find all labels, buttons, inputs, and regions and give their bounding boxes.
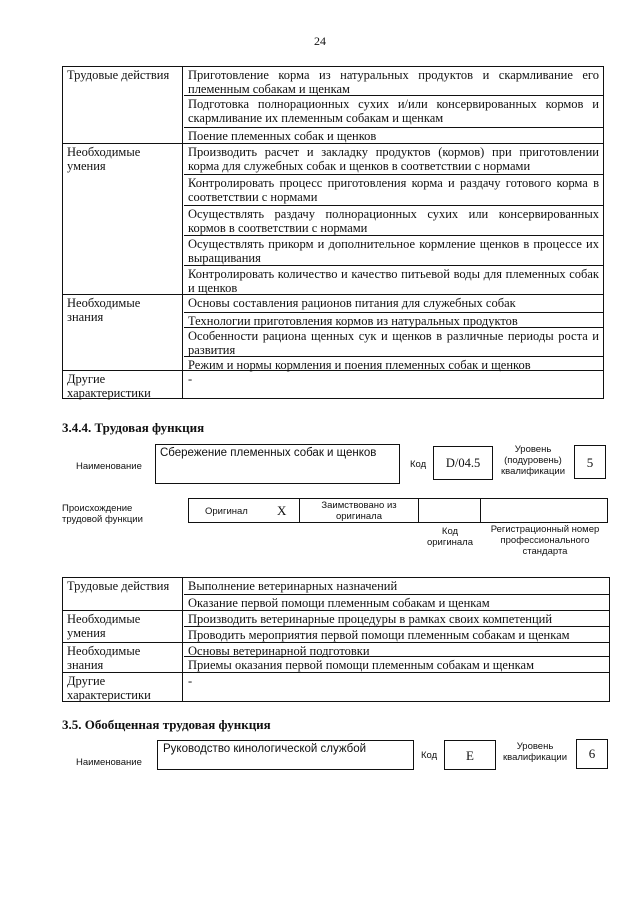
code-value-box bbox=[433, 446, 493, 480]
origin-label: Происхождение трудовой функции bbox=[62, 503, 143, 525]
level-value: 6 bbox=[588, 746, 596, 761]
function-name-field bbox=[155, 444, 400, 484]
level-label: Уровень квалификации bbox=[502, 741, 568, 763]
table-cell: Выполнение ветеринарных назначений bbox=[188, 579, 398, 593]
original-label: Оригинал bbox=[205, 506, 248, 517]
code-value: E bbox=[466, 748, 474, 763]
table-cell: Производить расчет и закладку продуктов (кормов) при приготовлении корма для служебных собак и щенков в соответствии с нормами bbox=[188, 145, 599, 173]
level-label: Уровень (подуровень) квалификации bbox=[500, 444, 566, 477]
table-cell: Основы составления рационов питания для служебных собак bbox=[188, 296, 516, 310]
table-cell: Проводить мероприятия первой помощи племенным собакам и щенкам bbox=[188, 628, 570, 642]
original-mark: X bbox=[277, 503, 287, 518]
code-label: Код bbox=[410, 459, 427, 470]
table-cell: Технологии приготовления кормов из натуральных продуктов bbox=[188, 314, 518, 328]
code-label: Код bbox=[421, 750, 438, 761]
section-title-35: 3.5. Обобщенная трудовая функция bbox=[62, 717, 271, 732]
origin-divider bbox=[299, 499, 300, 522]
table-cell: Осуществлять раздачу полнорационных сухих или консервированных кормов в соответствии с нормами bbox=[188, 207, 599, 235]
table-cell: Особенности рациона щенных сук и щенков в различные периоды роста и развития bbox=[188, 329, 599, 357]
row-label-required-skills: Необходимые умения bbox=[63, 611, 183, 642]
table-cell: Производить ветеринарные процедуры в рамках своих компетенций bbox=[188, 612, 553, 626]
table-cell: - bbox=[188, 674, 193, 688]
table-cell: Режим и нормы кормления и поения племенных собак и щенков bbox=[188, 358, 531, 372]
level-value: 5 bbox=[586, 455, 594, 470]
code-value-box bbox=[444, 740, 496, 770]
origin-row bbox=[188, 498, 608, 523]
table-cell: Основы ветеринарной подготовки bbox=[188, 644, 370, 658]
table-cell: Приготовление корма из натуральных продуктов и скармливание его племенным собакам и щенкам bbox=[188, 68, 599, 96]
table-cell: Осуществлять прикорм и дополнительное кормление щенков в процессе их выращивания bbox=[188, 237, 599, 265]
page-number: 24 bbox=[314, 34, 326, 48]
borrowed-label: Заимствовано из оригинала bbox=[321, 500, 397, 522]
labor-function-table-1 bbox=[62, 66, 604, 399]
table-cell: Оказание первой помощи племенным собакам и щенкам bbox=[188, 596, 490, 610]
section-title-344: 3.4.4. Трудовая функция bbox=[62, 420, 205, 435]
origin-divider bbox=[480, 499, 481, 522]
row-label-required-knowledge: Необходимые знания bbox=[63, 643, 183, 672]
table-cell: Подготовка полнорационных сухих и/или консервированных кормов и скармливание их племенным собакам и щенкам bbox=[188, 97, 599, 125]
function-name-value: Руководство кинологической службой bbox=[163, 743, 367, 755]
level-value-box bbox=[574, 445, 606, 479]
table-cell: Контролировать процесс приготовления корма и раздачу готового корма в соответствии с нормами bbox=[188, 176, 599, 204]
code-value: D/04.5 bbox=[445, 456, 481, 470]
table-cell: Поение племенных собак и щенков bbox=[188, 129, 377, 143]
function-name-field bbox=[157, 740, 414, 770]
table-cell: - bbox=[188, 372, 193, 386]
row-label-other-characteristics: Другие характеристики bbox=[63, 673, 183, 702]
table-cell: Контролировать количество и качество питьевой воды для племенных собак и щенков bbox=[188, 267, 599, 295]
function-name-value: Сбережение племенных собак и щенков bbox=[160, 447, 377, 459]
reg-number-label: Регистрационный номер профессионального стандарта bbox=[490, 524, 600, 557]
row-label-labor-actions: Трудовые действия bbox=[63, 578, 183, 610]
name-label: Наименование bbox=[76, 461, 142, 472]
origin-divider bbox=[418, 499, 419, 522]
table-cell: Приемы оказания первой помощи племенным собакам и щенкам bbox=[188, 658, 534, 672]
row-label-labor-actions: Трудовые действия bbox=[63, 67, 183, 143]
name-label: Наименование bbox=[76, 757, 142, 768]
level-value-box bbox=[576, 739, 608, 769]
code-original-label: Код оригинала bbox=[426, 526, 473, 548]
row-label-required-skills: Необходимые умения bbox=[63, 144, 183, 294]
row-label-required-knowledge: Необходимые знания bbox=[63, 295, 183, 370]
labor-function-table-2 bbox=[62, 577, 610, 702]
row-label-other-characteristics: Другие характеристики bbox=[63, 371, 183, 399]
